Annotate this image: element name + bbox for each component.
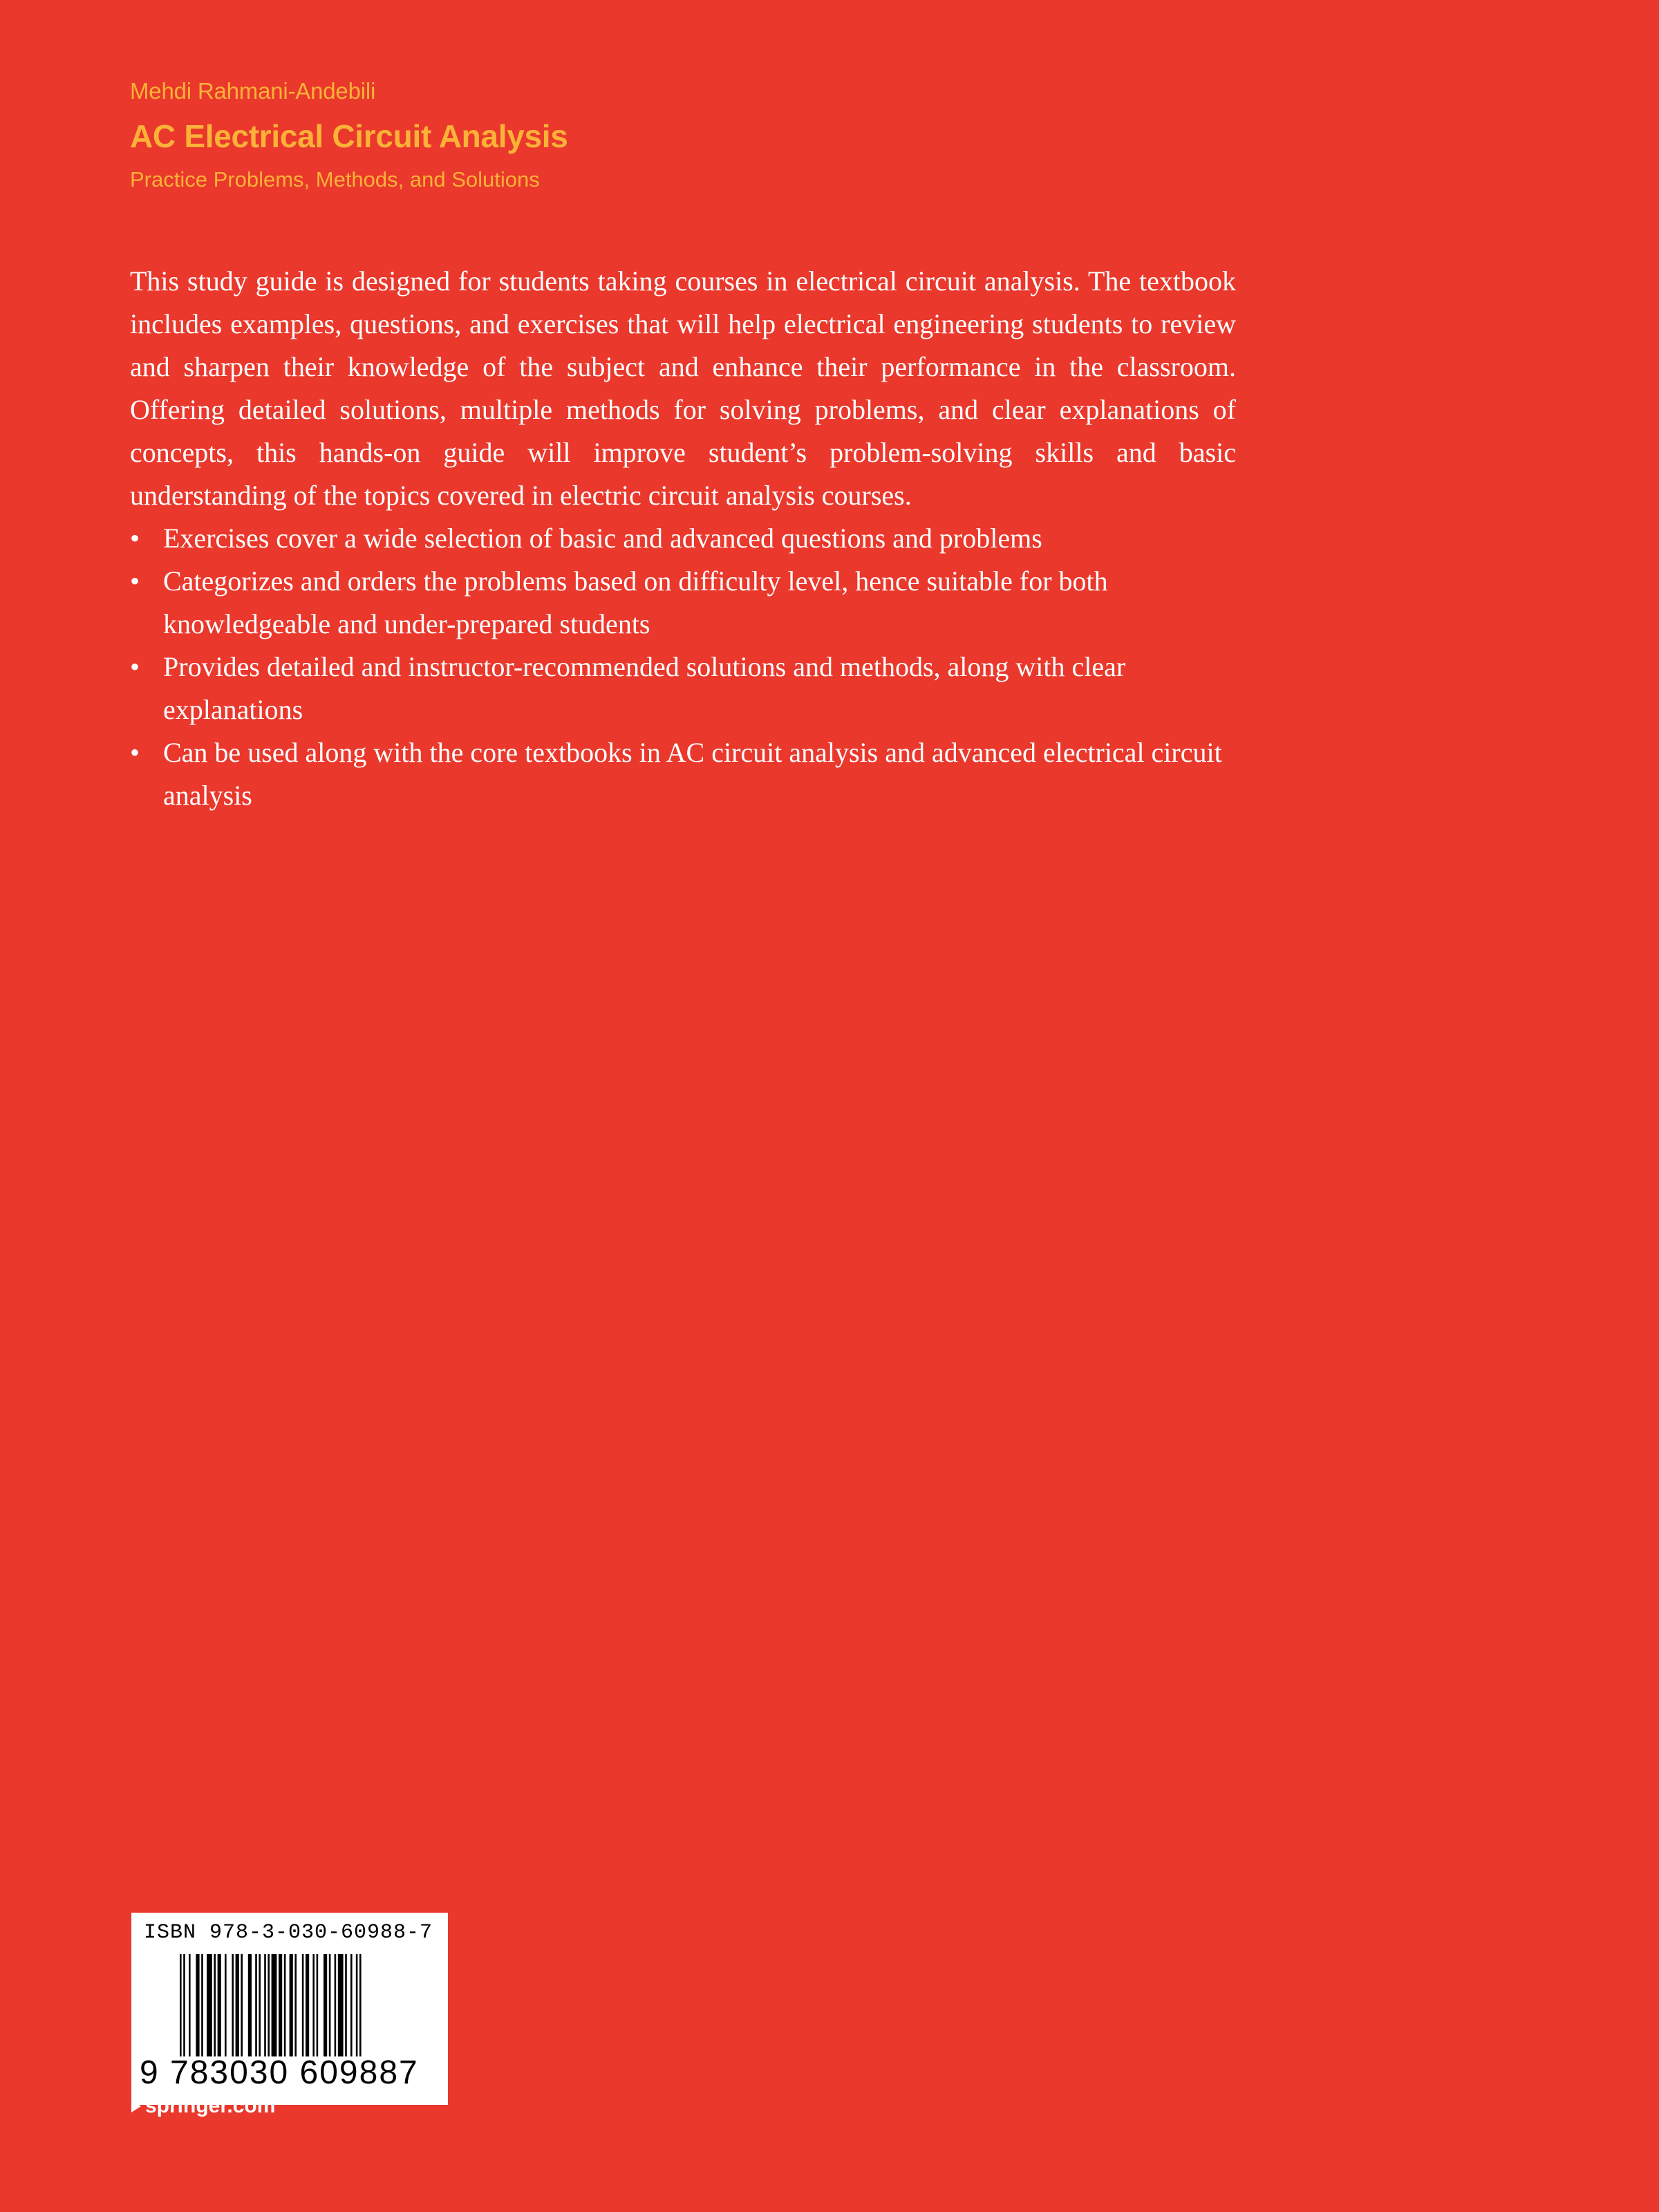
bullet-icon: • xyxy=(130,523,140,554)
bullet-icon: • xyxy=(130,737,140,768)
feature-text: Provides detailed and instructor-recommended solutions and methods, along with clear explanations xyxy=(163,651,1126,725)
feature-text: Categorizes and orders the problems based on difficulty level, hence suitable for both knowledgeable and under-prepared students xyxy=(163,565,1108,639)
isbn-barcode xyxy=(131,1913,448,2105)
bullet-icon: • xyxy=(130,565,140,597)
author-name: Mehdi Rahmani-Andebili xyxy=(130,78,376,104)
isbn-label: ISBN 978-3-030-60988-7 xyxy=(144,1921,433,1944)
feature-item xyxy=(130,731,1264,817)
feature-list xyxy=(130,517,1264,817)
book-subtitle: Practice Problems, Methods, and Solutions xyxy=(130,167,540,191)
feature-text: Exercises cover a wide selection of basic and advanced questions and problems xyxy=(163,523,1042,554)
feature-item xyxy=(130,517,1264,560)
feature-item xyxy=(130,646,1264,731)
barcode-digits: 9 783030 609887 xyxy=(140,2054,419,2091)
book-description: This study guide is designed for students taking courses in electrical circuit analysis. The textbook includes examples, questions, and exercises that will help electrical engineering students to review and sharpen their knowledge of the subject and enhance their performance in the classroom. Offering detailed solutions, multiple methods for solving problems, and clear explanations of concepts, this hands-on guide will improve student’s problem-solving skills and basic understanding of the topics covered in electric circuit analysis courses. xyxy=(130,265,1236,511)
feature-text: Can be used along with the core textbooks in AC circuit analysis and advanced electrical circuit analysis xyxy=(163,737,1222,811)
book-title: AC Electrical Circuit Analysis xyxy=(130,118,568,154)
arrow-right-icon xyxy=(131,2100,141,2112)
publisher-link-text: springer.com xyxy=(145,2094,276,2117)
feature-item xyxy=(130,560,1264,646)
bullet-icon: • xyxy=(130,651,140,682)
publisher-link[interactable] xyxy=(131,2094,275,2118)
barcode-icon xyxy=(180,1954,429,2056)
